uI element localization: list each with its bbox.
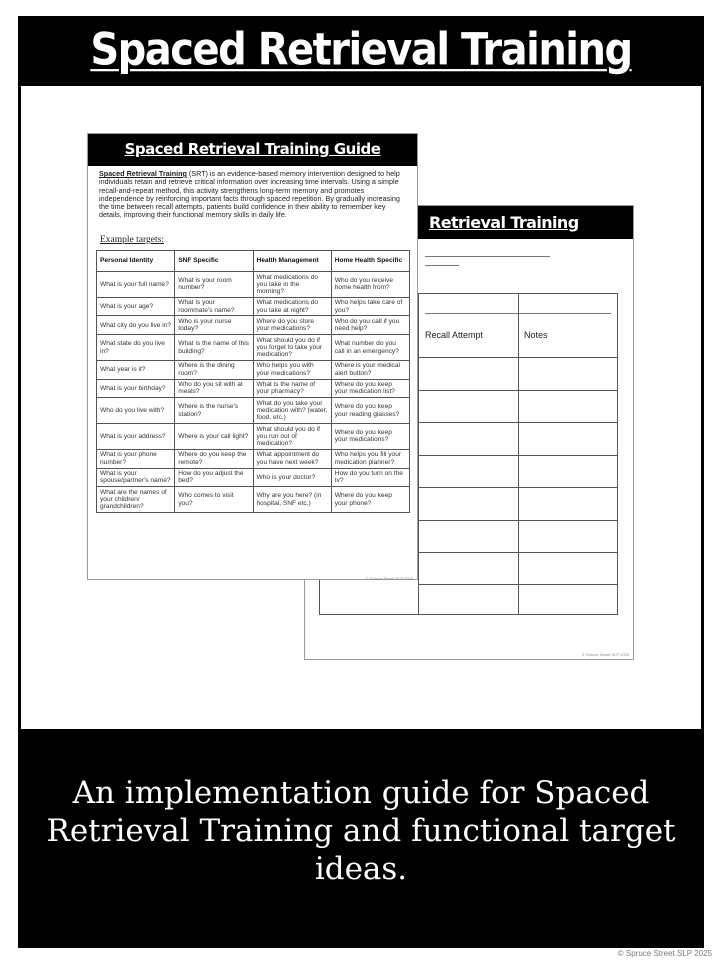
table-row xyxy=(97,335,410,361)
table-row-line xyxy=(418,422,617,423)
table-cell: How do you turn on the tv? xyxy=(331,468,409,487)
table-cell: Where do you keep your phone? xyxy=(331,487,409,513)
table-row xyxy=(97,487,410,513)
table-cell: Who is your doctor? xyxy=(253,468,331,487)
table-cell: What is your birthday? xyxy=(97,379,175,398)
front-page-header xyxy=(88,134,417,166)
targets-table xyxy=(96,250,410,513)
intro-text: (SRT) is an evidence-based memory intervention designed to help individuals retain and retrieve critical information over increasing time intervals. Using a simple recall-and-repeat method, this activity strengthens long-term memory and promotes independence by reinforcing important facts through spaced repetition. By gradually increasing the time between recall attempts, patients build confidence in their ability to remember key details, improving their functional memory skills in daily life. xyxy=(99,169,400,220)
table-row xyxy=(97,424,410,450)
table-cell: Where is your call light? xyxy=(175,424,253,450)
table-cell: What is your spouse/partner's name? xyxy=(97,468,175,487)
table-row xyxy=(97,272,410,298)
table-row xyxy=(97,316,410,335)
table-cell: Where is the dining room? xyxy=(175,360,253,379)
table-cell: What is your roommate's name? xyxy=(175,297,253,316)
table-row xyxy=(97,449,410,468)
table-cell: What medications do you take in the morning? xyxy=(253,272,331,298)
table-cell: Why are you here? (in hospital, SNF etc.) xyxy=(253,487,331,513)
table-cell: Who helps take care of you? xyxy=(331,297,409,316)
table-row-line xyxy=(418,520,617,521)
table-cell: What is the name of this building? xyxy=(175,335,253,361)
back-page-title: Retrieval Training xyxy=(429,213,579,232)
table-cell: Where is the nurse's station? xyxy=(175,398,253,424)
table-row xyxy=(97,379,410,398)
table-cell: Where do you store your medications? xyxy=(253,316,331,335)
copyright-text: © Spruce Street SLP 2025 xyxy=(617,949,712,958)
table-row xyxy=(97,468,410,487)
table-cell: What year is it? xyxy=(97,360,175,379)
table-cell: What is your full name? xyxy=(97,272,175,298)
recall-attempt-header: Recall Attempt xyxy=(425,330,484,340)
column-header: Health Management xyxy=(253,251,331,272)
table-cell: Where do you keep your reading glasses? xyxy=(331,398,409,424)
page-title: Spaced Retrieval Training xyxy=(90,24,632,76)
example-targets-label: Example targets: xyxy=(100,235,164,245)
table-row xyxy=(97,398,410,424)
table-cell: Who comes to visit you? xyxy=(175,487,253,513)
table-cell: Where do you keep your medications? xyxy=(331,424,409,450)
table-row-line xyxy=(418,487,617,488)
table-cell: How do you adjust the bed? xyxy=(175,468,253,487)
table-row-line xyxy=(418,357,617,358)
table-cell: What state do you live in? xyxy=(97,335,175,361)
notes-header: Notes xyxy=(524,330,548,340)
table-cell: What is your address? xyxy=(97,424,175,450)
front-page-copyright: © Spruce Street SLP 2025 xyxy=(365,576,413,581)
table-cell: What appointment do you have next week? xyxy=(253,449,331,468)
table-cell: Who helps you fill your medication planner? xyxy=(331,449,409,468)
table-cell: Where do you keep the remote? xyxy=(175,449,253,468)
table-cell: What number do you call in an emergency? xyxy=(331,335,409,361)
table-row xyxy=(97,297,410,316)
table-cell: What should you do if you forget to take your medication? xyxy=(253,335,331,361)
table-divider xyxy=(418,294,419,614)
column-header: Home Health Specific xyxy=(331,251,409,272)
table-cell: What is your age? xyxy=(97,297,175,316)
name-line xyxy=(425,256,550,257)
table-divider xyxy=(518,294,519,614)
description-text: An implementation guide for Spaced Retrieval Training and functional target ideas. xyxy=(46,775,676,887)
table-cell: What do you take your medication with? (water, food, etc.) xyxy=(253,398,331,424)
table-cell: Who do you live with? xyxy=(97,398,175,424)
table-cell: What should you do if you run out of medication? xyxy=(253,424,331,450)
table-cell: What are the names of your children/ grandchildren? xyxy=(97,487,175,513)
table-cell: What city do you live in? xyxy=(97,316,175,335)
table-cell: What is your room number? xyxy=(175,272,253,298)
front-page-preview xyxy=(87,133,418,580)
intro-term: Spaced Retrieval Training xyxy=(99,169,187,178)
date-line xyxy=(425,265,459,266)
front-page-title: Spaced Retrieval Training Guide xyxy=(124,140,381,158)
table-row-line xyxy=(418,552,617,553)
table-row-line xyxy=(418,584,617,585)
table-cell: Who is your nurse today? xyxy=(175,316,253,335)
intro-paragraph xyxy=(99,170,404,220)
table-cell: Who do you sit with at meals? xyxy=(175,379,253,398)
table-cell: Where is your medical alert button? xyxy=(331,360,409,379)
back-page-copyright: © Spruce Street SLP 2025 xyxy=(581,652,629,657)
table-header-row xyxy=(97,251,410,272)
column-header: Personal Identity xyxy=(97,251,175,272)
table-cell: What is your phone number? xyxy=(97,449,175,468)
table-row-line xyxy=(418,390,617,391)
table-cell: What is the name of your pharmacy? xyxy=(253,379,331,398)
table-cell: Who do you call if you need help? xyxy=(331,316,409,335)
table-cell: Who do you receive home health from? xyxy=(331,272,409,298)
table-cell: Who helps you with your medications? xyxy=(253,360,331,379)
column-header: SNF Specific xyxy=(175,251,253,272)
table-cell: What medications do you take at night? xyxy=(253,297,331,316)
table-row-line xyxy=(418,455,617,456)
table-row xyxy=(97,360,410,379)
table-cell: Where do you keep your medication list? xyxy=(331,379,409,398)
header-bar xyxy=(18,16,704,84)
